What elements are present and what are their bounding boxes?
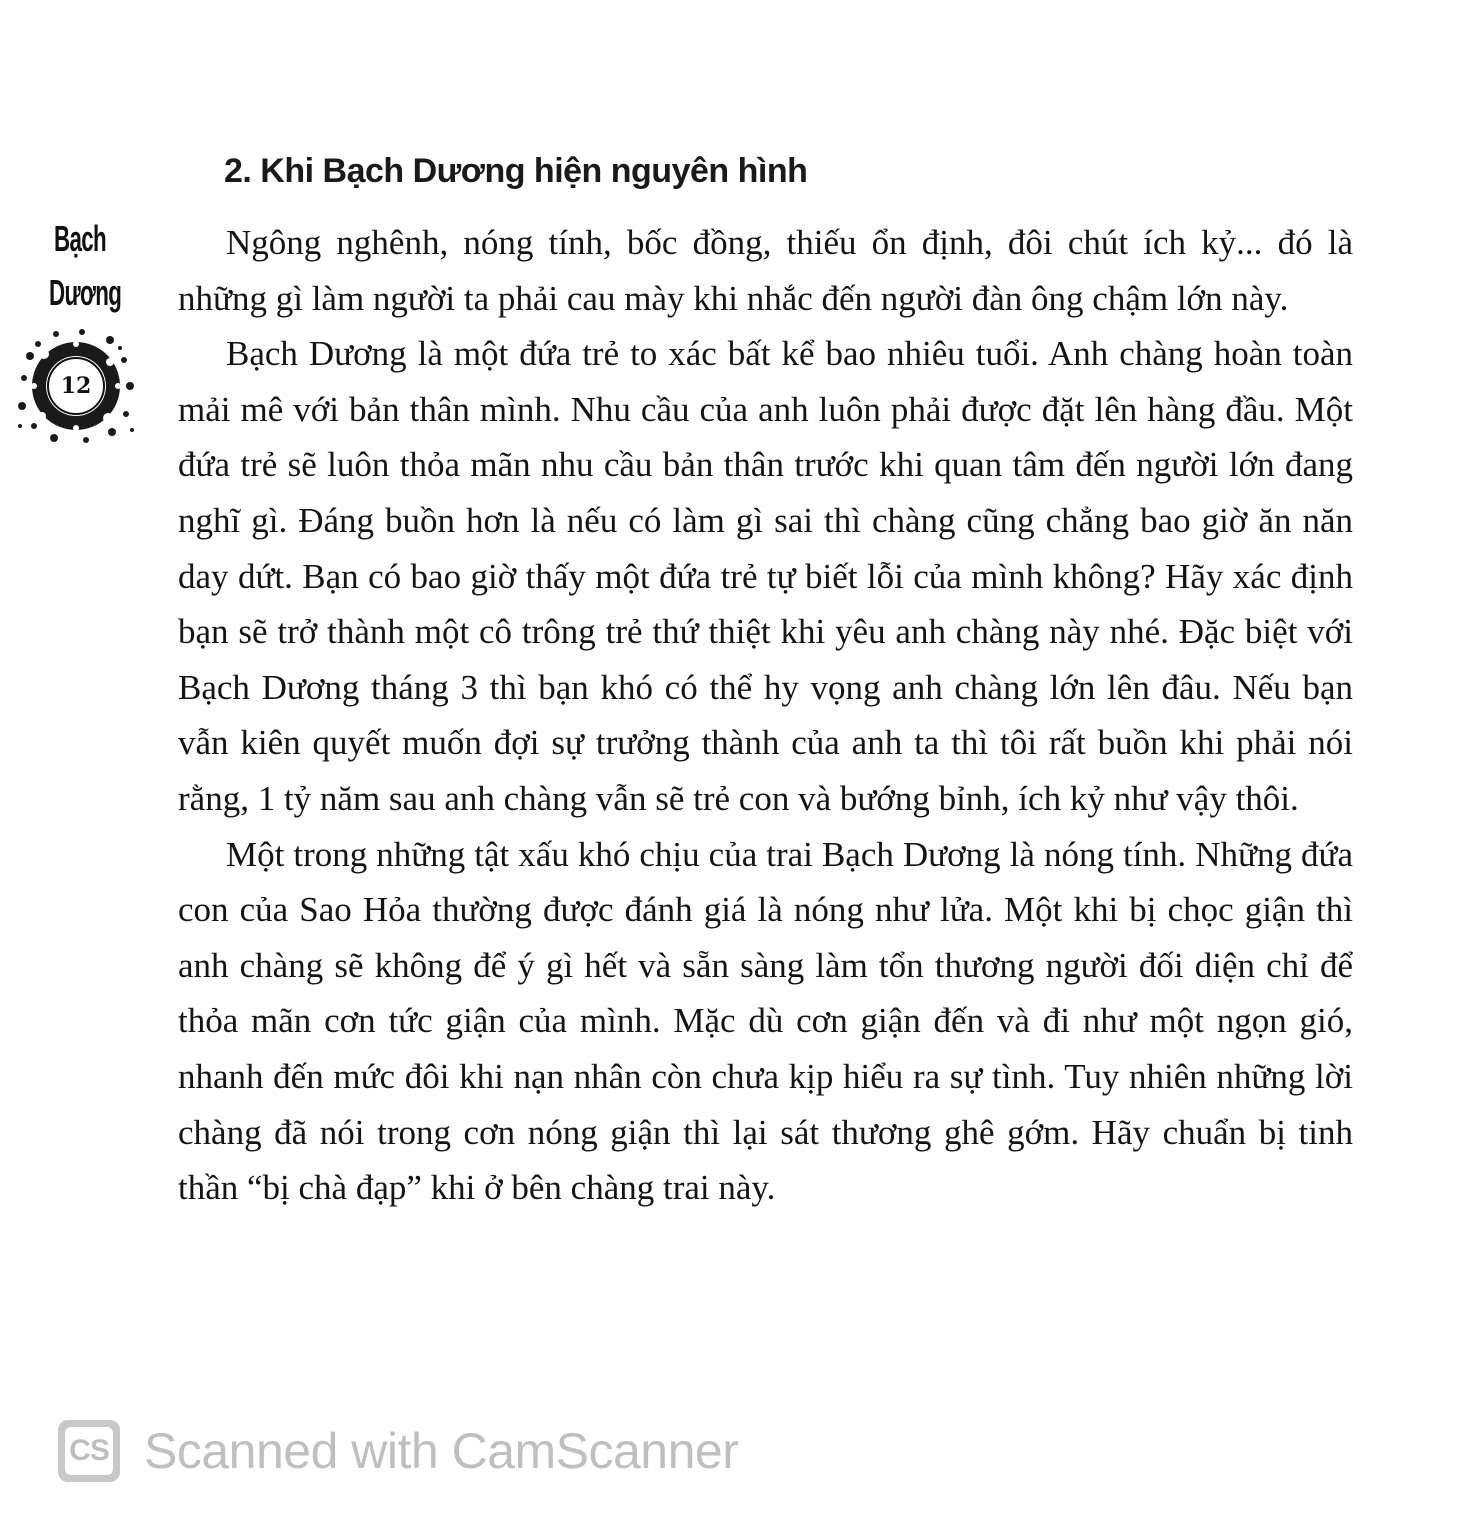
camscanner-logo-icon: [58, 1420, 120, 1482]
camscanner-watermark: [58, 1418, 738, 1484]
page-number-badge: [16, 326, 136, 446]
paragraph-1: Ngông nghênh, nóng tính, bốc đồng, thiếu ổn định, đôi chút ích kỷ... đó là những gì làm người ta phải cau mày khi nhắc đến người đàn ông chậm lớn này.: [178, 223, 1353, 318]
side-label-line-1: Bạch: [53, 218, 107, 259]
section-heading: 2. Khi Bạch Dương hiện nguyên hình: [224, 152, 808, 190]
camscanner-logo-text: CS: [65, 1427, 113, 1475]
watermark-text: Scanned with CamScanner: [144, 1423, 739, 1479]
body-text: [178, 215, 1353, 1216]
page-number: 12: [60, 373, 92, 399]
paragraph-2: Bạch Dương là một đứa trẻ to xác bất kể bao nhiêu tuổi. Anh chàng hoàn toàn mải mê với bản thân mình. Nhu cầu của anh luôn phải được đặt lên hàng đầu. Một đứa trẻ sẽ luôn thỏa mãn nhu cầu bản thân trước khi quan tâm đến người lớn đang nghĩ gì. Đáng buồn hơn là nếu có làm gì sai thì chàng cũng chẳng bao giờ ăn năn day dứt. Bạn có bao giờ thấy một đứa trẻ tự biết lỗi của mình không? Hãy xác định bạn sẽ trở thành một cô trông trẻ thứ thiệt khi yêu anh chàng này nhé. Đặc biệt với Bạch Dương tháng 3 thì bạn khó có thể hy vọng anh chàng lớn lên đâu. Nếu bạn vẫn kiên quyết muốn đợi sự trưởng thành của anh ta thì tôi rất buồn khi phải nói rằng, 1 tỷ năm sau anh chàng vẫn sẽ trẻ con và bướng bỉnh, ích kỷ như vậy thôi.: [178, 334, 1353, 818]
paragraph-3: Một trong những tật xấu khó chịu của trai Bạch Dương là nóng tính. Những đứa con của Sao Hỏa thường được đánh giá là nóng như lửa. Một khi bị chọc giận thì anh chàng sẽ không để ý gì hết và sẵn sàng làm tổn thương người đối diện chỉ để thỏa mãn cơn tức giận của mình. Mặc dù cơn giận đến và đi như một ngọn gió, nhanh đến mức đôi khi nạn nhân còn chưa kịp hiểu ra sự tình. Tuy nhiên những lời chàng đã nói trong cơn nóng giận thì lại sát thương ghê gớm. Hãy chuẩn bị tinh thần “bị chà đạp” khi ở bên chàng trai này.: [178, 834, 1353, 1208]
side-running-label: [49, 212, 122, 320]
side-label-line-2: Dương: [49, 272, 122, 313]
